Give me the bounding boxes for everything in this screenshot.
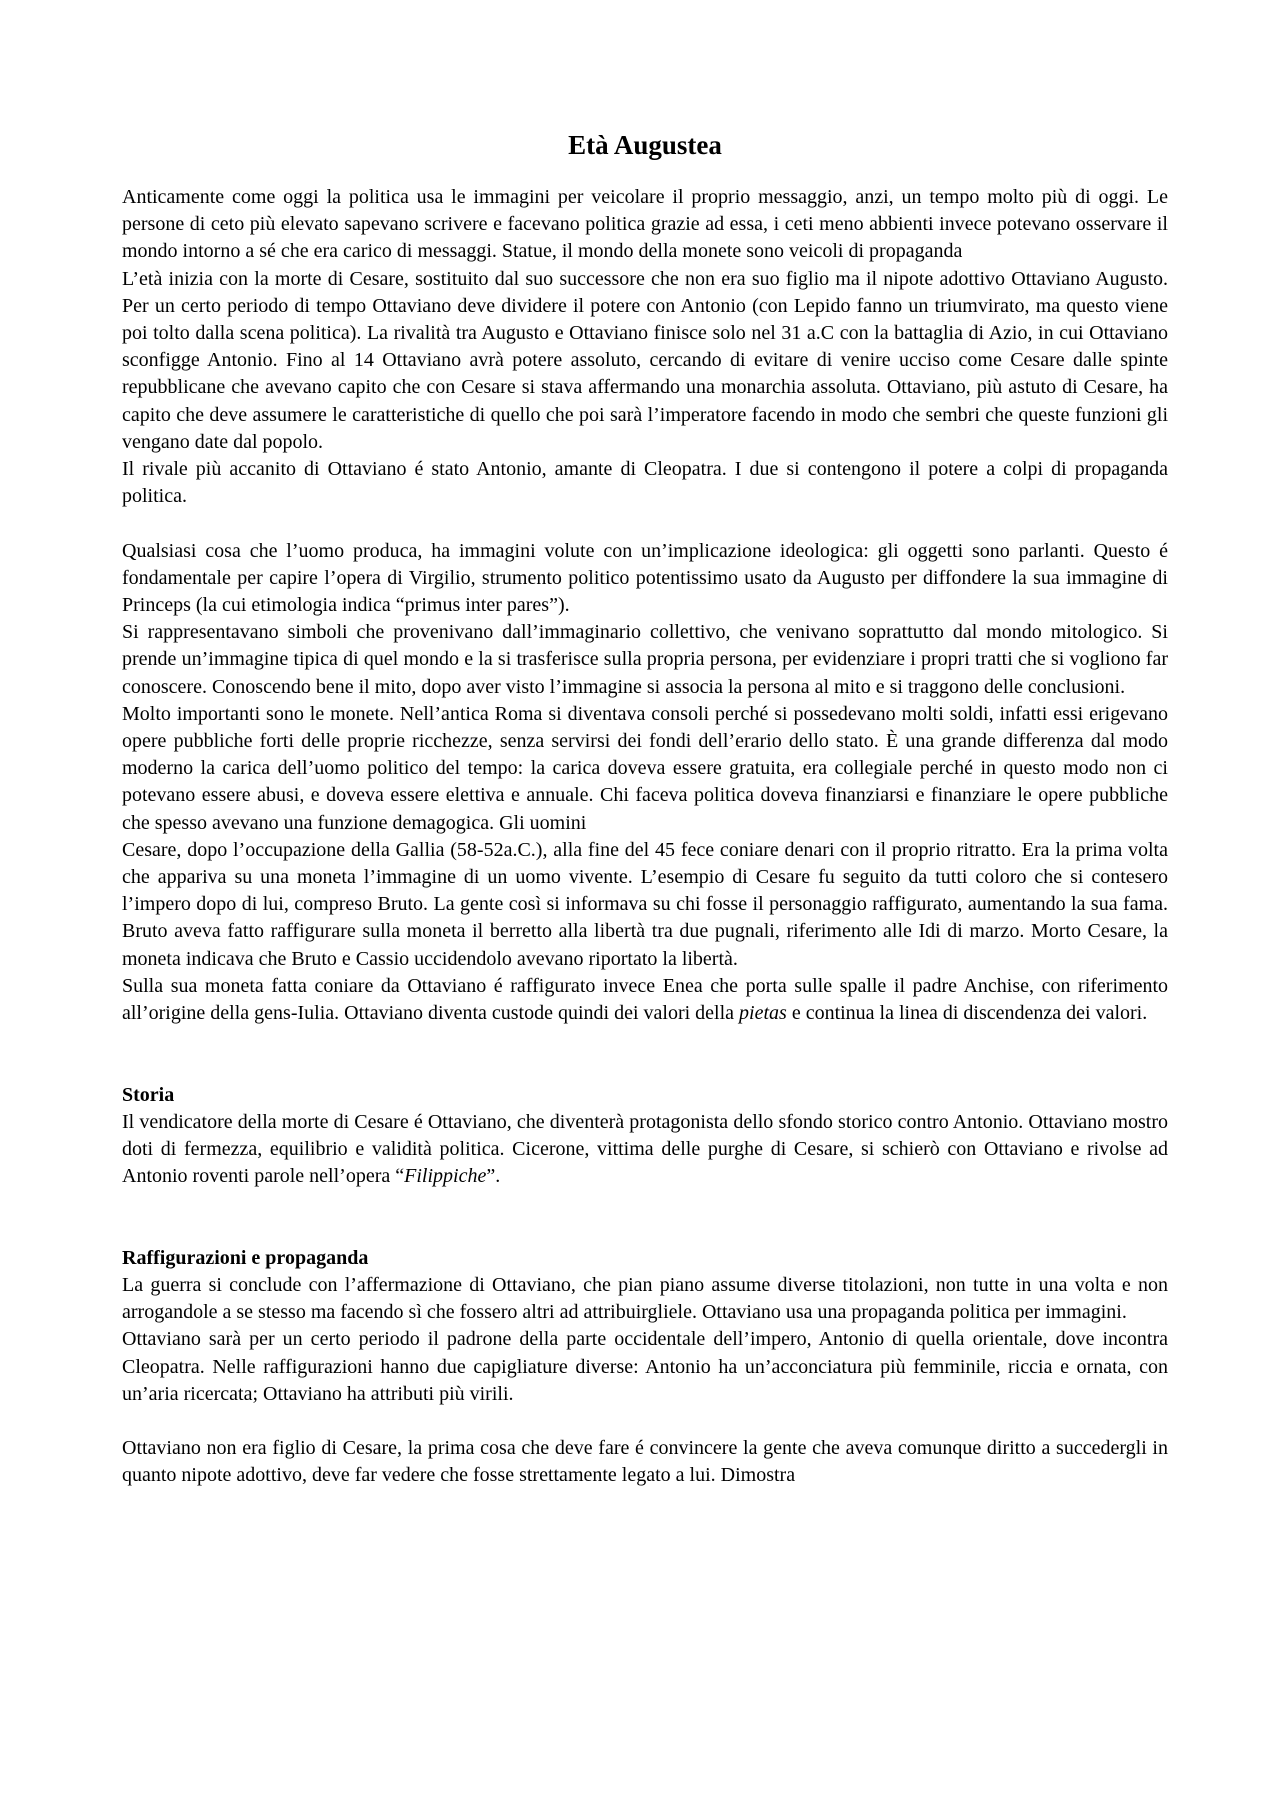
- paragraph-text: e continua la linea di discendenza dei valori.: [786, 1002, 1148, 1025]
- document-content: [122, 124, 1168, 1490]
- paragraph-body-8: [122, 973, 1168, 1027]
- paragraph-text: L’età inizia con la morte di Cesare, sostituito dal suo successore che non era suo figlio ma il nipote adottivo Ottaviano Augusto. Per un certo periodo di tempo Ottaviano deve dividere il potere con Antonio (con Lepido fanno un triumvirato, ma questo viene poi tolto dalla scena politica). La rivalità tra Augusto e Ottaviano finisce solo nel 31 a.C con la battaglia di Azio, in cui Ottaviano sconfigge Antonio. Fino al 14 Ottaviano avrà potere assoluto, cercando di evitare di venire ucciso come Cesare dalle spinte repubblicane che avevano capito che con Cesare si stava affermando una monarchia assoluta. Ottaviano, più astuto di Cesare, ha capito che deve assumere le caratteristiche di quello che poi sarà l’imperatore facendo in modo che sembri che queste funzioni gli vengano date dal popolo.: [122, 267, 1168, 453]
- italic-term-pietas: pietas: [739, 1002, 787, 1025]
- paragraph-body-4: [122, 538, 1168, 620]
- paragraph-intro-3: [122, 456, 1168, 510]
- paragraph-text: ”.: [486, 1165, 501, 1188]
- paragraph-text: La guerra si conclude con l’affermazione di Ottaviano, che pian piano assume diverse titolazioni, non tutte in una volta e non arrogandole a se stesso ma facendo sì che fossero altri ad attribuirgliele. Ottaviano usa una propaganda politica per immagini.: [122, 1274, 1168, 1324]
- paragraph-body-6: [122, 701, 1168, 837]
- blank-line: [122, 510, 1168, 537]
- section-heading-storia: Storia: [122, 1083, 175, 1106]
- paragraph-text: Si rappresentavano simboli che provenivano dall’immaginario collettivo, che venivano soprattutto dal mondo mitologico. Si prende un’immagine tipica di quel mondo e la si trasferisce sulla propria persona, per evidenziare i propri tratti che si vogliono far conoscere. Conoscendo bene il mito, dopo aver visto l’immagine si associa la persona al mito e si traggono delle conclusioni.: [122, 621, 1168, 698]
- paragraph-storia: [122, 1109, 1168, 1191]
- paragraph-raffigurazioni-3: [122, 1435, 1168, 1489]
- paragraph-text: Il vendicatore della morte di Cesare é Ottaviano, che diventerà protagonista dello sfondo storico contro Antonio. Ottaviano mostro doti di fermezza, equilibrio e validità politica. Cicerone, vittima delle purghe di Cesare, si schierò con Ottaviano e rivolse ad Antonio roventi parole nell’opera “: [122, 1110, 1168, 1188]
- blank-line: [122, 1408, 1168, 1435]
- paragraph-intro-1: [122, 184, 1168, 266]
- paragraph-raffigurazioni-2: [122, 1326, 1168, 1408]
- paragraph-text: Qualsiasi cosa che l’uomo produca, ha immagini volute con un’implicazione ideologica: gli oggetti sono parlanti. Questo é fondamentale per capire l’opera di Virgilio, strumento politico potentissimo usato da Augusto per diffondere la sua immagine di Princeps (la cui etimologia indica “primus inter pares”).: [122, 539, 1168, 617]
- paragraph-text: Il rivale più accanito di Ottaviano é stato Antonio, amante di Cleopatra. I due si contengono il potere a colpi di propaganda politica.: [122, 458, 1168, 508]
- paragraph-text: Ottaviano non era figlio di Cesare, la prima cosa che deve fare é convincere la gente che aveva comunque diritto a succedergli in quanto nipote adottivo, deve far vedere che fosse strettamente legato a lui. Dimostra: [122, 1437, 1168, 1487]
- section-heading-raffigurazioni: Raffigurazioni e propaganda: [122, 1246, 369, 1269]
- paragraph-text: Cesare, dopo l’occupazione della Gallia (58-52a.C.), alla fine del 45 fece coniare denari con il proprio ritratto. Era la prima volta che appariva su una moneta l’immagine di un uomo vivente. L’esempio di Cesare fu seguito da tutti coloro che si contesero l’impero dopo di lui, compreso Bruto. La gente così si informava su chi fosse il personaggio raffigurato, aumentando la sua fama. Bruto aveva fatto raffigurare sulla moneta il berretto alla libertà tra due pugnali, riferimento alle Idi di marzo. Morto Cesare, la moneta indicava che Bruto e Cassio uccidendolo avevano riportato la libertà.: [122, 838, 1168, 970]
- italic-title-filippiche: Filippiche: [404, 1165, 487, 1188]
- paragraph-body-7: [122, 837, 1168, 973]
- paragraph-text: Anticamente come oggi la politica usa le immagini per veicolare il proprio messaggio, anzi, un tempo molto più di oggi. Le persone di ceto più elevato sapevano scrivere e facevano politica grazie ad essa, i ceti meno abbienti invece potevano osservare il mondo intorno a sé che era carico di messaggi. Statue, il mondo della monete sono veicoli di propaganda: [122, 186, 1168, 263]
- paragraph-intro-2: [122, 266, 1168, 456]
- paragraph-text: Molto importanti sono le monete. Nell’antica Roma si diventava consoli perché si possedevano molti soldi, infatti essi erigevano opere pubbliche forti delle proprie ricchezze, senza servirsi dei fondi dell’erario dello stato. È una grande differenza dal modo moderno la carica dell’uomo politico del tempo: la carica doveva essere gratuita, era collegiale perché in questo modo non ci potevano essere abusi, e doveva essere elettiva e annuale. Chi faceva politica doveva finanziarsi e finanziare le opere pubbliche che spesso avevano una funzione demagogica. Gli uomini: [122, 702, 1168, 834]
- document-title: Età Augustea: [568, 130, 722, 160]
- paragraph-raffigurazioni-1: [122, 1272, 1168, 1326]
- blank-lines: [122, 1190, 1168, 1244]
- paragraph-text: Sulla sua moneta fatta coniare da Ottaviano é raffigurato invece Enea che porta sulle spalle il padre Anchise, con riferimento all’origine della gens-Iulia. Ottaviano diventa custode quindi dei valori della: [122, 974, 1168, 1025]
- blank-lines: [122, 1027, 1168, 1081]
- paragraph-text: Ottaviano sarà per un certo periodo il padrone della parte occidentale dell’impero, Antonio di quella orientale, dove incontra Cleopatra. Nelle raffigurazioni hanno due capigliature diverse: Antonio ha un’acconciatura più femminile, riccia e ornata, con un’aria ricercata; Ottaviano ha attributi più virili.: [122, 1328, 1168, 1405]
- paragraph-body-5: [122, 619, 1168, 701]
